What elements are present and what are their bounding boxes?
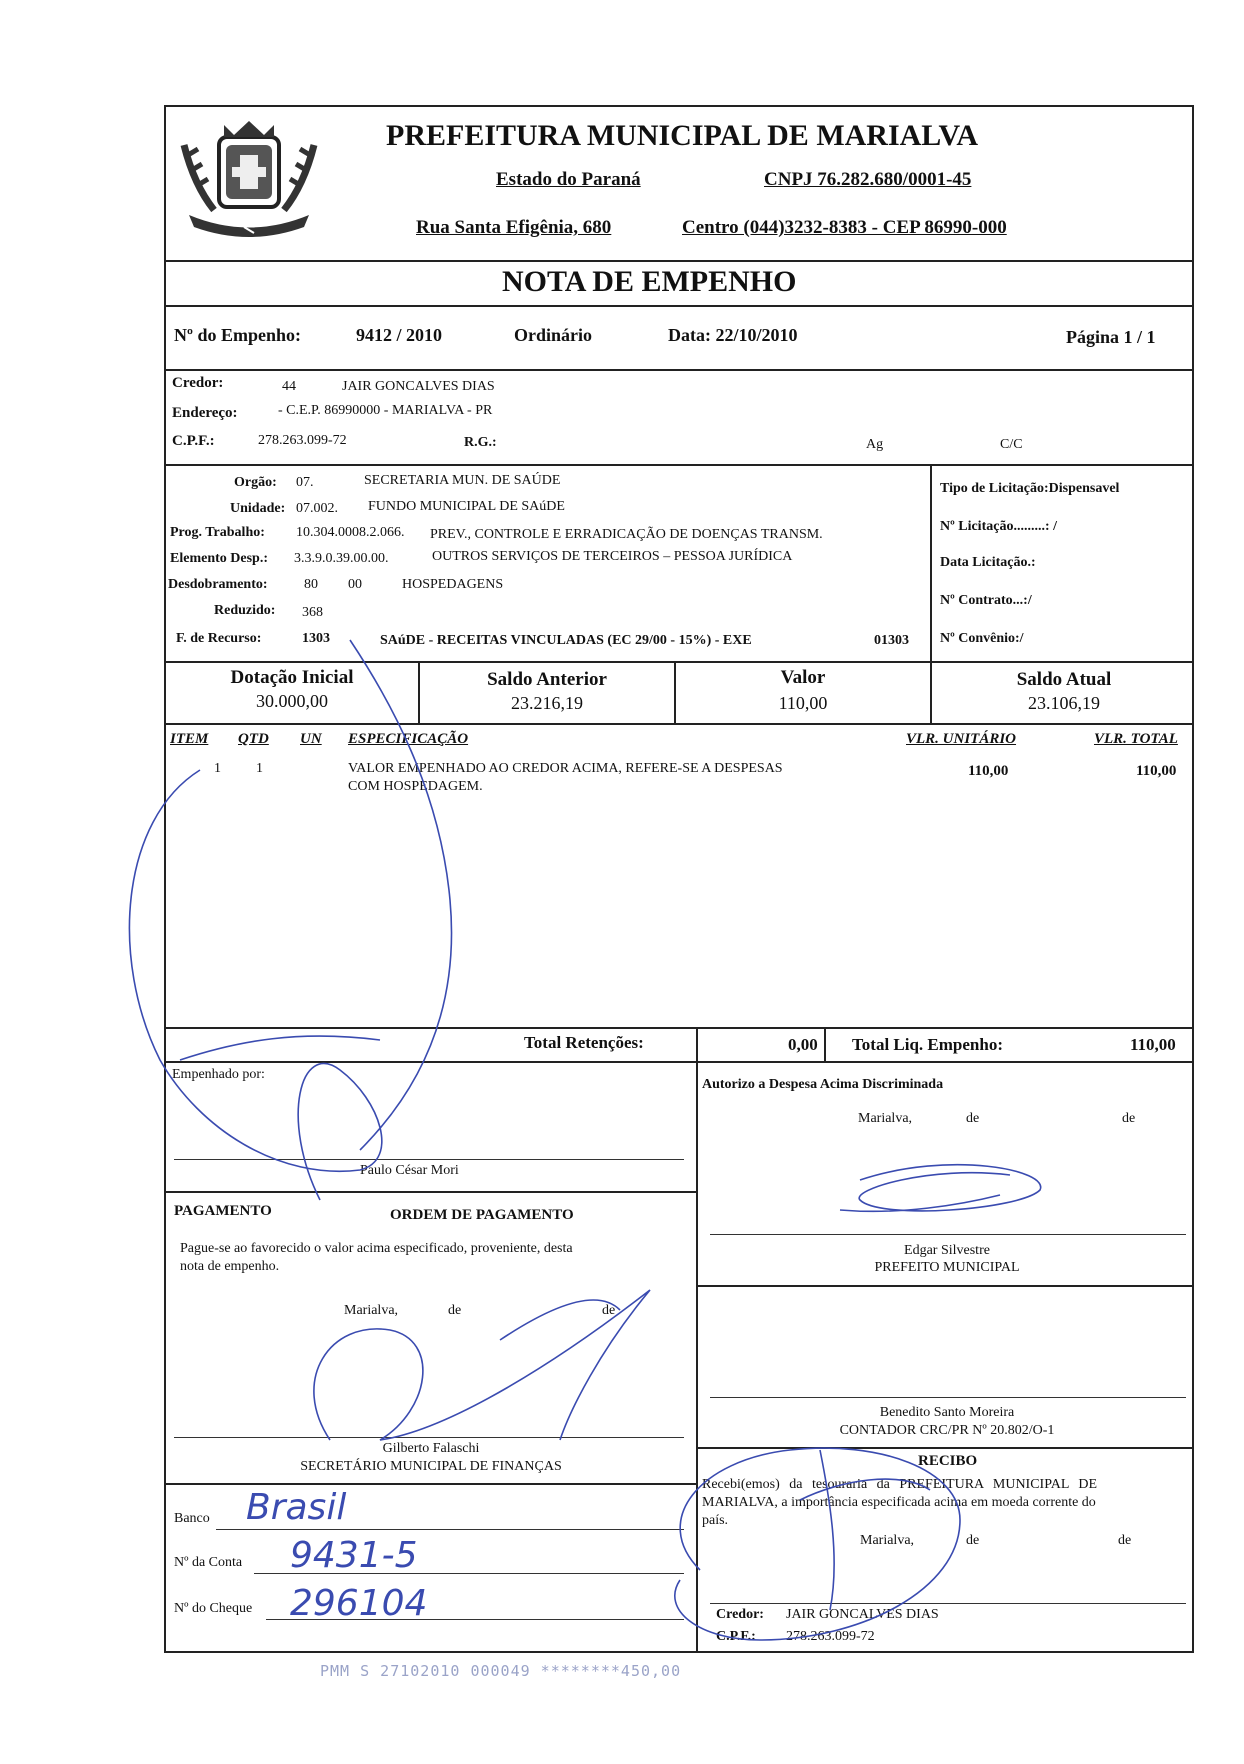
cheque-label: Nº do Cheque xyxy=(174,1601,253,1616)
orgao-name: SECRETARIA MUN. DE SAÚDE xyxy=(364,473,561,488)
row-espec-line2: COM HOSPEDAGEM. xyxy=(348,779,483,794)
cnpj-label: CNPJ 76.282.680/0001-45 xyxy=(764,169,972,190)
row-vlr-unitario: 110,00 xyxy=(968,763,1009,779)
col-especificacao: ESPECIFICAÇÃO xyxy=(348,731,469,747)
empenho-date: Data: 22/10/2010 xyxy=(668,325,798,345)
contador-signer: Benedito Santo Moreira xyxy=(879,1405,1015,1420)
recibo-cpf-label: C.P.F.: xyxy=(716,1629,756,1644)
prefeito-signer: Edgar Silvestre xyxy=(904,1243,990,1258)
pagamento-de1: de xyxy=(448,1303,462,1318)
dotacao-value: 30.000,00 xyxy=(256,691,328,711)
state-label: Estado do Paraná xyxy=(496,169,641,190)
municipality-title: PREFEITURA MUNICIPAL DE MARIALVA xyxy=(386,119,979,152)
credor-code: 44 xyxy=(282,379,296,394)
street-label: Rua Santa Efigênia, 680 xyxy=(416,217,612,238)
saldo-atual-label: Saldo Atual xyxy=(1016,669,1112,690)
pagamento-de2: de xyxy=(602,1303,616,1318)
col-item: ITEM xyxy=(170,731,209,747)
dotacao-label: Dotação Inicial xyxy=(230,667,354,688)
empenhado-signer: Paulo César Mori xyxy=(360,1163,459,1178)
empenhado-label: Empenhado por: xyxy=(172,1067,265,1082)
recibo-credor-name: JAIR GONCALVES DIAS xyxy=(786,1607,939,1622)
conta-value: 9431-5 xyxy=(290,1535,418,1576)
saldo-atual-value: 23.106,19 xyxy=(1028,693,1100,713)
rg-label: R.G.: xyxy=(464,435,497,450)
financas-role: SECRETÁRIO MUNICIPAL DE FINANÇAS xyxy=(300,1459,562,1474)
liquido-label: Total Liq. Empenho: xyxy=(852,1035,1003,1054)
district-phone-cep: Centro (044)3232-8383 - CEP 86990-000 xyxy=(682,217,1007,238)
numero-contrato: Nº Contrato...:/ xyxy=(940,593,1032,608)
desdobramento-name: HOSPEDAGENS xyxy=(402,577,504,592)
elemento-name: OUTROS SERVIÇOS DE TERCEIROS – PESSOA JURÍDICA xyxy=(432,549,793,564)
autorizo-place: Marialva, xyxy=(858,1111,913,1126)
liquido-value: 110,00 xyxy=(1130,1035,1176,1054)
pagamento-text2: nota de empenho. xyxy=(180,1259,280,1274)
empenho-type: Ordinário xyxy=(514,325,593,345)
credor-label: Credor: xyxy=(172,375,224,391)
data-licitacao: Data Licitação.: xyxy=(940,555,1036,570)
tipo-licitacao: Tipo de Licitação:Dispensavel xyxy=(940,481,1120,496)
col-qtd: QTD xyxy=(238,731,269,747)
unidade-code: 07.002. xyxy=(296,501,338,516)
empenho-number-label: Nº do Empenho: xyxy=(174,325,301,345)
row-qtd: 1 xyxy=(256,761,263,776)
ag-label: Ag xyxy=(866,437,884,452)
row-espec-line1: VALOR EMPENHADO AO CREDOR ACIMA, REFERE-SE A DESPESAS xyxy=(348,761,783,776)
valor-label: Valor xyxy=(780,667,826,688)
autorizo-label: Autorizo a Despesa Acima Discriminada xyxy=(702,1077,944,1092)
autorizo-de2: de xyxy=(1122,1111,1136,1126)
col-un: UN xyxy=(300,731,322,747)
prefeito-role: PREFEITO MUNICIPAL xyxy=(874,1260,1020,1275)
footer-stamp: PMM S 27102010 000049 ********450,00 xyxy=(320,1662,682,1680)
banco-label: Banco xyxy=(174,1511,210,1526)
unidade-name: FUNDO MUNICIPAL DE SAúDE xyxy=(368,499,565,514)
conta-label: Nº da Conta xyxy=(174,1555,243,1570)
col-vlr-total: VLR. TOTAL xyxy=(1094,731,1178,747)
recibo-text3: país. xyxy=(702,1513,729,1528)
cpf-label: C.P.F.: xyxy=(172,433,215,449)
recibo-place: Marialva, xyxy=(860,1533,915,1548)
col-vlr-unitario: VLR. UNITÁRIO xyxy=(906,731,1017,747)
retencoes-label: Total Retenções: xyxy=(524,1033,644,1052)
financas-signer: Gilberto Falaschi xyxy=(382,1441,480,1456)
orgao-code: 07. xyxy=(296,475,314,490)
unidade-label: Unidade: xyxy=(230,501,286,516)
orgao-label: Orgão: xyxy=(234,475,277,490)
recibo-text2: MARIALVA, a importância especificada acima em moeda corrente do xyxy=(702,1495,1096,1510)
pagamento-place: Marialva, xyxy=(344,1303,399,1318)
recurso-code2: 01303 xyxy=(874,633,909,648)
cheque-value: 296104 xyxy=(290,1583,428,1624)
valor-value: 110,00 xyxy=(778,693,828,713)
recibo-de1: de xyxy=(966,1533,980,1548)
elemento-code: 3.3.9.0.39.00.00. xyxy=(294,551,389,566)
autorizo-de1: de xyxy=(966,1111,980,1126)
recibo-label: RECIBO xyxy=(918,1453,978,1469)
desdobramento-code1: 80 xyxy=(304,577,318,592)
saldo-anterior-label: Saldo Anterior xyxy=(487,669,607,690)
nota-de-empenho-form xyxy=(164,105,1194,1653)
recurso-name: SAúDE - RECEITAS VINCULADAS (EC 29/00 - 15%) - EXE xyxy=(380,633,752,648)
contador-role: CONTADOR CRC/PR Nº 20.802/O-1 xyxy=(839,1423,1055,1438)
recurso-code: 1303 xyxy=(302,631,330,646)
elemento-label: Elemento Desp.: xyxy=(170,551,268,566)
credor-name: JAIR GONCALVES DIAS xyxy=(342,379,495,394)
page-number: Página 1 / 1 xyxy=(1066,327,1156,347)
address-label: Endereço: xyxy=(172,405,238,421)
recibo-text1: Recebi(emos) da tesouraria da PREFEITURA MUNICIPAL DE xyxy=(702,1477,1098,1492)
prog-label: Prog. Trabalho: xyxy=(170,525,265,540)
recibo-cpf-value: 278.263.099-72 xyxy=(786,1629,875,1644)
numero-licitacao: Nº Licitação.........: / xyxy=(940,519,1057,534)
desdobramento-label: Desdobramento: xyxy=(168,577,268,592)
pagamento-label: PAGAMENTO xyxy=(174,1203,272,1219)
saldo-anterior-value: 23.216,19 xyxy=(511,693,583,713)
empenho-number: 9412 / 2010 xyxy=(356,325,443,345)
recibo-de2: de xyxy=(1118,1533,1132,1548)
ordem-pagamento-label: ORDEM DE PAGAMENTO xyxy=(390,1207,574,1223)
document-title: NOTA DE EMPENHO xyxy=(502,265,797,298)
prog-name: PREV., CONTROLE E ERRADICAÇÃO DE DOENÇAS TRANSM. xyxy=(430,527,823,542)
banco-value: Brasil xyxy=(246,1487,347,1528)
prog-code: 10.304.0008.2.066. xyxy=(296,525,405,540)
address-value: - C.E.P. 86990000 - MARIALVA - PR xyxy=(278,403,493,418)
cpf-value: 278.263.099-72 xyxy=(258,433,347,448)
retencoes-value: 0,00 xyxy=(788,1035,818,1054)
coat-of-arms xyxy=(174,115,324,240)
numero-convenio: Nº Convênio:/ xyxy=(940,631,1024,646)
reduzido-value: 368 xyxy=(302,605,323,620)
row-vlr-total: 110,00 xyxy=(1136,763,1177,779)
recurso-label: F. de Recurso: xyxy=(176,631,262,646)
row-item: 1 xyxy=(214,761,221,776)
pagamento-text1: Pague-se ao favorecido o valor acima especificado, proveniente, desta xyxy=(180,1241,573,1256)
recibo-credor-label: Credor: xyxy=(716,1607,764,1622)
cc-label: C/C xyxy=(1000,437,1023,452)
desdobramento-code2: 00 xyxy=(348,577,362,592)
reduzido-label: Reduzido: xyxy=(214,603,276,618)
